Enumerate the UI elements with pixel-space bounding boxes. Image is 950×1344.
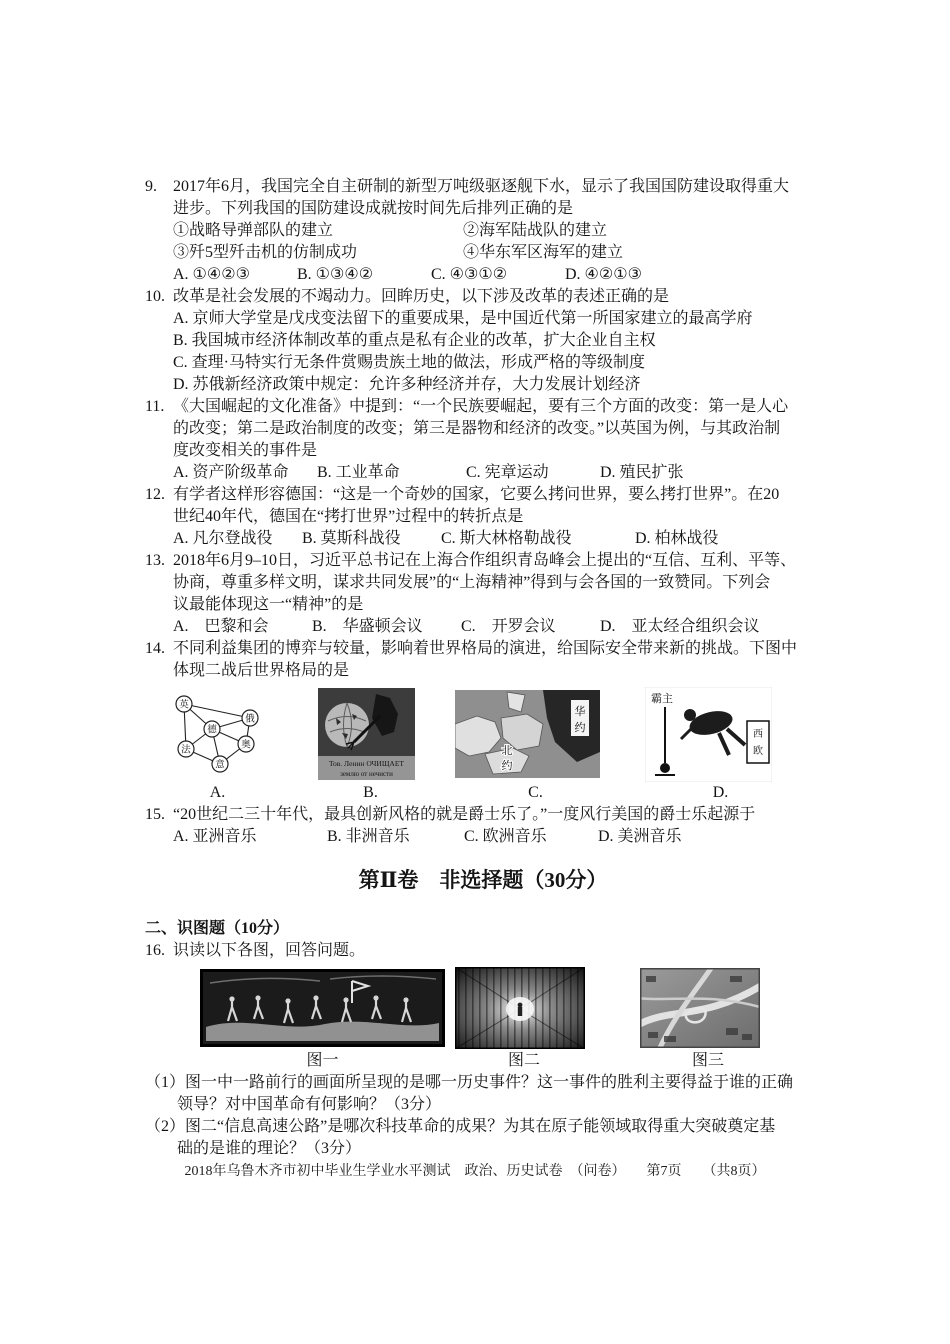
cartoon-label-west-2: 欧 xyxy=(753,745,763,757)
question-14-figures xyxy=(145,686,821,782)
question-13-option-c: C. 开罗会议 xyxy=(461,618,556,635)
part-2-header: 第Ⅱ卷 非选择题（30分） xyxy=(358,868,608,892)
question-16-line-1: 识读以下各图，回答问题。 xyxy=(173,942,366,959)
question-12-option-c: C. 斯大林格勒战役 xyxy=(441,530,572,547)
question-9 xyxy=(145,176,821,286)
cartoon-label-west-1: 西 xyxy=(753,728,763,740)
sub-question-2-line-2: 础的是谁的理论？（3分） xyxy=(177,1140,362,1157)
question-12-option-d: D. 柏林战役 xyxy=(635,530,719,547)
question-12-number: 12. xyxy=(145,486,165,503)
question-13-line-1: 2018年6月9–10日，习近平总书记在上海合作组织青岛峰会上提出的“互信、互利、平等、 xyxy=(173,552,797,569)
question-15-number: 15. xyxy=(145,806,165,823)
page-footer: 2018年乌鲁木齐市初中毕业生学业水平测试 政治、历史试卷 （问卷） 第7页 （共8页） xyxy=(184,1164,766,1179)
question-12-option-a: A. 凡尔登战役 xyxy=(173,530,273,547)
sub-question-1-line-2: 领导？对中国革命有何影响？（3分） xyxy=(177,1096,442,1113)
figure-3-caption: 图三 xyxy=(691,1052,724,1069)
question-13-option-b: B. 华盛顿会议 xyxy=(312,618,423,635)
figure-d-label: D. xyxy=(712,784,729,801)
question-16-number: 16. xyxy=(145,942,165,959)
question-12-line-1: 有学者这样形容德国：“这是一个奇妙的国家，它要么拷问世界，要么拷打世界”。在20 xyxy=(173,486,780,503)
question-9-option-a: A. ①④②③ xyxy=(173,266,250,283)
question-9-option-b: B. ①③④② xyxy=(297,266,374,283)
cartoon-label-hegemon: 霸主 xyxy=(651,692,673,705)
question-9-number: 9. xyxy=(145,178,157,195)
figure-2-information-highway-tunnel-image xyxy=(455,967,585,1049)
poster-globe xyxy=(325,703,369,747)
map-label-nato-1: 北 xyxy=(501,745,513,757)
question-10-option-a: A. 京师大学堂是戊戌变法留下的重要成果，是中国近代第一所国家建立的最高学府 xyxy=(173,310,753,327)
figure-d-hegemony-cartoon-image xyxy=(645,687,772,782)
question-13-option-a: A. 巴黎和会 xyxy=(173,618,269,635)
map-label-warsaw-pact-2: 约 xyxy=(574,722,586,734)
question-15-option-b: B. 非洲音乐 xyxy=(327,828,410,845)
question-10 xyxy=(145,286,821,396)
question-10-option-c: C. 查理·马特实行无条件赏赐贵族土地的做法，形成严格的等级制度 xyxy=(173,354,646,371)
node-label-italy: 意 xyxy=(215,760,225,771)
figure-1-caption: 图一 xyxy=(306,1052,339,1069)
poster-caption-line-2: землю от нечисти xyxy=(340,770,393,778)
question-9-option-d: D. ④②①③ xyxy=(565,266,642,283)
question-14-figure-labels xyxy=(145,782,821,804)
question-11-option-d: D. 殖民扩张 xyxy=(600,464,684,481)
map-label-warsaw-pact-1: 华 xyxy=(574,706,586,718)
question-14 xyxy=(145,638,821,804)
figure-3-aerial-highway-image xyxy=(640,968,760,1048)
figure-b-lenin-poster-image xyxy=(318,688,415,780)
question-13-line-3: 议最能体现这一“精神”的是 xyxy=(173,596,364,613)
question-9-line-1: 2017年6月，我国完全自主研制的新型万吨级驱逐舰下水，显示了我国国防建设取得重大 xyxy=(173,178,790,195)
figure-c-europe-blocs-map-image xyxy=(455,690,600,778)
node-label-britain: 英 xyxy=(179,700,189,711)
question-11-option-a: A. 资产阶级革命 xyxy=(173,464,289,481)
question-10-line-1: 改革是社会发展的不竭动力。回眸历史，以下涉及改革的表述正确的是 xyxy=(173,288,670,305)
question-13-line-2: 协商，尊重多样文明，谋求共同发展”的“上海精神”得到与会各国的一致赞同。下列会 xyxy=(173,574,771,591)
section-2-title: 二、识图题（10分） xyxy=(145,920,290,937)
figure-a-alliance-diagram-image xyxy=(170,692,265,776)
figure-1-woodcut-march-image xyxy=(200,969,445,1047)
sub-question-2-line-1: 图二“信息高速公路”是哪次科技革命的成果？为其在原子能领域取得重大突破奠定基 xyxy=(185,1118,776,1135)
question-9-item-3: ③歼5型歼击机的仿制成功 xyxy=(173,244,358,261)
sub-question-1-number: （1） xyxy=(145,1074,186,1091)
question-16 xyxy=(145,940,821,1160)
question-14-line-1: 不同利益集团的博弈与较量，影响着世界格局的演进，给国际安全带来新的挑战。下图中 xyxy=(173,640,798,657)
question-15-line-1: “20世纪二三十年代，最具创新风格的就是爵士乐了。”一度风行美国的爵士乐起源于 xyxy=(173,806,756,823)
question-11-line-1: 《大国崛起的文化准备》中提到：“一个民族要崛起，要有三个方面的改变：第一是人心 xyxy=(173,398,789,415)
question-12 xyxy=(145,484,821,550)
question-10-option-b: B. 我国城市经济体制改革的重点是私有企业的改革，扩大企业自主权 xyxy=(173,332,656,349)
sub-question-1-line-1: 图一中一路前行的画面所呈现的是哪一历史事件？这一事件的胜利主要得益于谁的正确 xyxy=(185,1074,794,1091)
question-11-option-b: B. 工业革命 xyxy=(317,464,400,481)
tunnel-silhouette xyxy=(518,1003,523,1016)
figure-c-label: C. xyxy=(528,784,543,801)
question-9-item-4: ④华东军区海军的建立 xyxy=(463,244,624,261)
exam-content xyxy=(145,176,821,1160)
question-11-line-2: 的改变；第二是政治制度的改变；第三是器物和经济的改变。”以英国为例，与其政治制 xyxy=(173,420,781,437)
question-12-line-2: 世纪40年代，德国在“拷打世界”过程中的转折点是 xyxy=(173,508,524,525)
figure-a-label: A. xyxy=(209,784,226,801)
question-15-option-c: C. 欧洲音乐 xyxy=(464,828,547,845)
question-9-item-2: ②海军陆战队的建立 xyxy=(463,222,608,239)
poster-caption-line-1: Тов. Ленин ОЧИЩАЕТ xyxy=(328,759,405,768)
question-12-option-b: B. 莫斯科战役 xyxy=(302,530,401,547)
question-15-option-d: D. 美洲音乐 xyxy=(598,828,682,845)
question-13 xyxy=(145,550,821,638)
question-13-number: 13. xyxy=(145,552,165,569)
question-16-figure-captions xyxy=(145,1050,821,1072)
question-11-option-c: C. 宪章运动 xyxy=(466,464,549,481)
question-11-line-3: 度改变相关的事件是 xyxy=(173,442,318,459)
question-10-number: 10. xyxy=(145,288,165,305)
map-label-nato-2: 约 xyxy=(501,760,513,772)
question-9-option-c: C. ④③①② xyxy=(431,266,508,283)
question-11 xyxy=(145,396,821,484)
sub-question-2-number: （2） xyxy=(145,1118,186,1135)
question-15 xyxy=(145,804,821,848)
node-label-germany: 德 xyxy=(207,725,217,736)
question-15-option-a: A. 亚洲音乐 xyxy=(173,828,257,845)
figure-2-caption: 图二 xyxy=(507,1052,540,1069)
question-14-line-2: 体现二战后世界格局的是 xyxy=(173,662,350,679)
question-16-figures xyxy=(145,966,821,1050)
node-label-russia: 俄 xyxy=(245,714,255,725)
question-11-number: 11. xyxy=(145,398,165,415)
question-9-item-1: ①战略导弹部队的建立 xyxy=(173,222,334,239)
question-13-option-d: D. 亚太经合组织会议 xyxy=(600,618,760,635)
node-label-austria: 奥 xyxy=(241,740,251,751)
question-9-line-2: 进步。下列我国的国防建设成就按时间先后排列正确的是 xyxy=(173,200,574,217)
question-14-number: 14. xyxy=(145,640,165,657)
figure-b-label: B. xyxy=(363,784,378,801)
question-10-option-d: D. 苏俄新经济政策中规定：允许多种经济并存，大力发展计划经济 xyxy=(173,376,641,393)
node-label-france: 法 xyxy=(181,745,191,756)
